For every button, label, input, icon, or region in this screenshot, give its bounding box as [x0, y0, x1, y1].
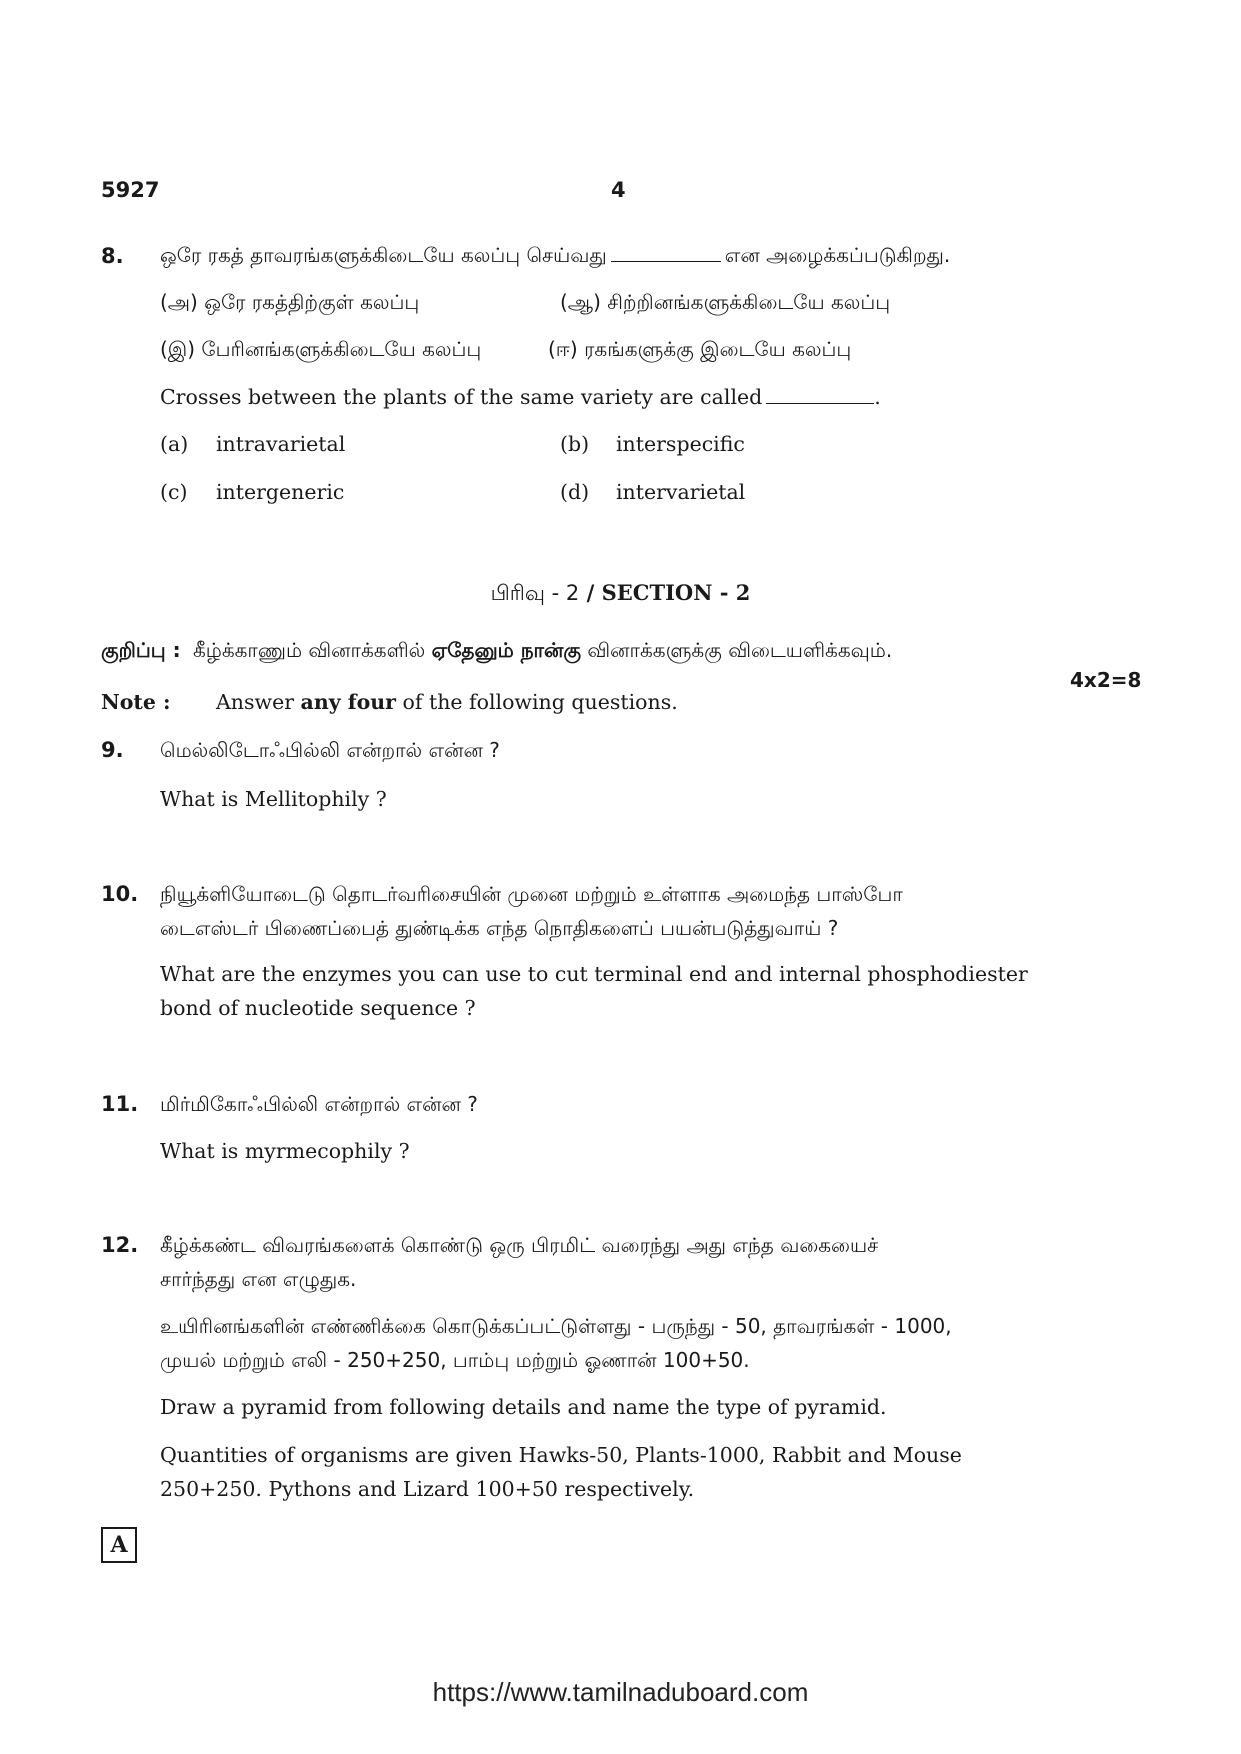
- q9-english: What is Mellitophily ?: [160, 787, 387, 811]
- note-tamil-post: வினாக்களுக்கு விடையளிக்கவும்.: [587, 638, 893, 662]
- q12-english-line2: Quantities of organisms are given Hawks-50, Plants-1000, Rabbit and Mouse: [160, 1443, 962, 1467]
- option-label: (இ): [160, 337, 196, 361]
- q8-ta-option-1: [160, 290, 419, 317]
- q8-en-option-d: [560, 480, 746, 504]
- q8-tamil-stem-part1: ஒரே ரகத் தாவரங்களுக்கிடையே கலப்பு செய்வது: [160, 243, 607, 267]
- option-text: ரகங்களுக்கு இடையே கலப்பு: [584, 337, 852, 361]
- q9-tamil: மெல்லிடோஃபில்லி என்றால் என்ன ?: [160, 738, 500, 762]
- page-number: 4: [611, 178, 626, 202]
- note-tamil-pre: கீழ்க்காணும் வினாக்களில்: [192, 638, 426, 662]
- booklet-code-box: A: [101, 1527, 137, 1563]
- footer-url[interactable]: https://www.tamilnaduboard.com: [432, 1677, 809, 1707]
- option-text: பேரினங்களுக்கிடையே கலப்பு: [201, 337, 482, 361]
- q12-tamil-line3: உயிரினங்களின் எண்ணிக்கை கொடுக்கப்பட்டுள்ளது - பருந்து - 50, தாவரங்கள் - 1000,: [160, 1314, 952, 1338]
- question-number-8: 8.: [101, 244, 124, 268]
- question-number-10: 10.: [101, 882, 139, 906]
- q8-english-stem-text: Crosses between the plants of the same variety are called: [160, 385, 763, 409]
- answer-blank: [611, 243, 721, 262]
- paper-code: 5927: [101, 178, 160, 202]
- option-label: (அ): [160, 290, 198, 314]
- q8-en-option-c: [160, 480, 345, 504]
- option-text: interspecific: [616, 432, 745, 456]
- note-english: [101, 690, 678, 714]
- q10-tamil-line2: டைஎஸ்டர் பிணைப்பைத் துண்டிக்க எந்த நொதிகளைப் பயன்படுத்துவாய் ?: [160, 916, 839, 940]
- q12-english-line1: Draw a pyramid from following details and name the type of pyramid.: [160, 1395, 887, 1419]
- option-label: (c): [160, 480, 188, 504]
- q11-tamil: மிர்மிகோஃபில்லி என்றால் என்ன ?: [160, 1092, 478, 1116]
- option-text: intergeneric: [216, 480, 345, 504]
- option-text: சிற்றினங்களுக்கிடையே கலப்பு: [607, 290, 891, 314]
- q8-ta-option-3: [160, 337, 481, 364]
- q10-english-line1: What are the enzymes you can use to cut terminal end and internal phosphodiester: [160, 962, 1028, 986]
- question-number-11: 11.: [101, 1092, 139, 1116]
- note-english-label: Note :: [101, 690, 171, 714]
- q12-tamil-line2: சார்ந்தது என எழுதுக.: [160, 1267, 357, 1291]
- q8-english-stem-end: .: [874, 385, 881, 409]
- q8-ta-option-4: [548, 337, 851, 364]
- q10-english-line2: bond of nucleotide sequence ?: [160, 996, 476, 1020]
- section-heading-separator: /: [579, 580, 602, 605]
- note-english-bold: any four: [300, 690, 396, 714]
- option-text: intervarietal: [616, 480, 746, 504]
- section-heading: [0, 580, 1241, 608]
- question-number-12: 12.: [101, 1233, 139, 1257]
- note-tamil-bold: ஏதேனும் நான்கு: [431, 638, 582, 662]
- question-number-9: 9.: [101, 738, 124, 762]
- note-english-post: of the following questions.: [402, 690, 678, 714]
- q8-tamil-stem: [160, 243, 950, 270]
- option-label: (d): [560, 480, 590, 504]
- q8-en-option-b: [560, 432, 745, 456]
- q10-tamil-line1: நியூக்ளியோடைடு தொடர்வரிசையின் முனை மற்றும் உள்ளாக அமைந்த பாஸ்போ: [160, 882, 903, 906]
- option-label: (ஆ): [560, 290, 601, 314]
- note-tamil: [101, 638, 892, 665]
- q8-tamil-stem-part2: என அழைக்கப்படுகிறது.: [724, 243, 951, 267]
- option-text: intravarietal: [216, 432, 346, 456]
- section-marks: 4x2=8: [1070, 668, 1142, 692]
- section-heading-english: SECTION - 2: [601, 580, 751, 605]
- answer-blank: [766, 385, 874, 404]
- note-english-body: [216, 690, 678, 714]
- q8-en-option-a: [160, 432, 346, 456]
- note-english-pre: Answer: [216, 690, 295, 714]
- q8-english-stem: [160, 385, 881, 409]
- option-text: ஒரே ரகத்திற்குள் கலப்பு: [204, 290, 420, 314]
- q8-ta-option-2: [560, 290, 890, 317]
- note-tamil-label: குறிப்பு :: [101, 638, 181, 662]
- option-label: (a): [160, 432, 189, 456]
- option-label: (ஈ): [548, 337, 578, 361]
- q12-tamil-line1: கீழ்க்கண்ட விவரங்களைக் கொண்டு ஒரு பிரமிட் வரைந்து அது எந்த வகையைச்: [160, 1233, 879, 1257]
- q11-english: What is myrmecophily ?: [160, 1139, 410, 1163]
- q12-tamil-line4: முயல் மற்றும் எலி - 250+250, பாம்பு மற்றும் ஓணான் 100+50.: [160, 1348, 750, 1372]
- section-heading-tamil: பிரிவு - 2: [490, 581, 580, 605]
- option-label: (b): [560, 432, 590, 456]
- q12-english-line3: 250+250. Pythons and Lizard 100+50 respectively.: [160, 1477, 695, 1501]
